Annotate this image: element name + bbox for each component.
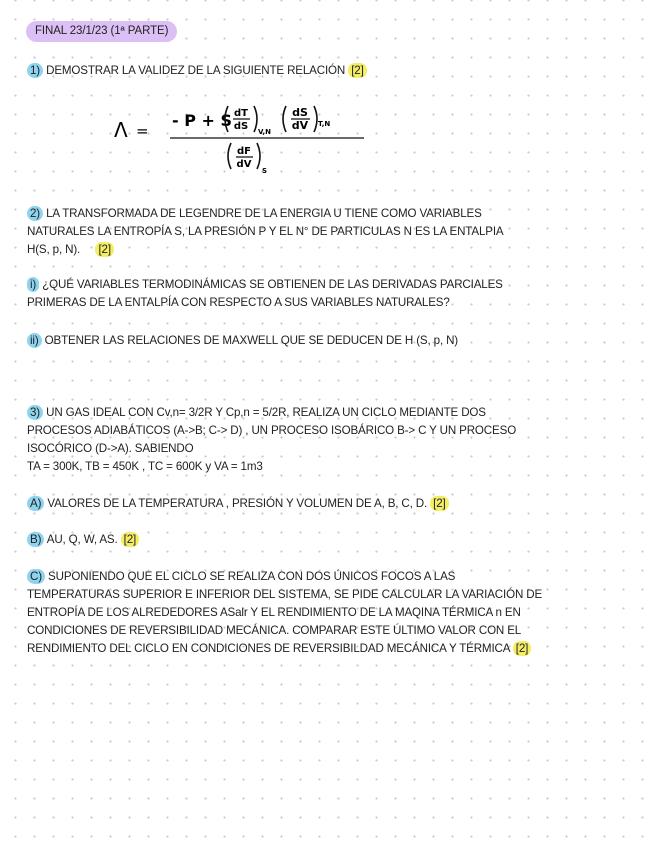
maxwell-formula — [100, 92, 390, 182]
question-1-number: 1) — [27, 63, 43, 78]
formula-den-denominator: dV — [236, 159, 252, 170]
question-2-ii — [27, 332, 458, 350]
page-title: FINAL 23/1/23 (1ª PARTE) — [26, 21, 177, 42]
question-2-score: [2] — [95, 242, 113, 257]
question-3-c-line: RENDIMIENTO DEL CICLO EN CONDICIONES DE REVERSIBILDAD MECÁNICA Y TÉRMICA — [27, 642, 510, 655]
formula-f1-denominator: dS — [233, 121, 249, 132]
question-3-c-line: ENTROPÍA DE LOS ALREDEDORES ASalr Y EL RENDIMIENTO DE LA MAQINA TÉRMICA n EN — [27, 606, 521, 619]
question-2-line: NATURALES LA ENTROPÍA S, LA PRESIÓN P Y EL N° DE PARTICULAS N ES LA ENTALPIA — [27, 225, 504, 238]
question-3 — [27, 404, 516, 476]
question-2-i-line: PRIMERAS DE LA ENTALPÍA CON RESPECTO A SUS VARIABLES NATURALES? — [27, 296, 450, 309]
formula-numerator-prefix: - P + S — [172, 111, 233, 130]
question-3-a-text: VALORES DE LA TEMPERATURA , PRESIÓN Y VOLUMEN DE A, B, C, D. — [47, 497, 428, 510]
question-3-c — [27, 568, 542, 658]
formula-lhs: Λ — [114, 118, 128, 142]
formula-f1-subscript: V,N — [258, 128, 272, 136]
question-3-b-number: B) — [27, 532, 44, 547]
question-3-line: TA = 300K, TB = 450K , TC = 600K y VA = 1m3 — [27, 460, 263, 473]
question-3-b-score: [2] — [121, 532, 139, 547]
question-2-i — [27, 276, 503, 312]
question-2-i-line: ¿QUÉ VARIABLES TERMODINÁMICAS SE OBTIENEN DE LAS DERIVADAS PARCIALES — [42, 278, 503, 291]
formula-equals: = — [136, 122, 149, 140]
formula-paren-close — [257, 143, 260, 169]
question-1 — [27, 62, 367, 80]
question-2-i-number: i) — [27, 277, 39, 292]
question-3-c-score: [2] — [513, 641, 531, 656]
question-2-line: H(S, p, N). — [27, 243, 81, 256]
question-3-a-number: A) — [27, 496, 44, 511]
formula-den-numerator: dF — [237, 146, 251, 157]
question-3-line: PROCESOS ADIABÁTICOS (A->B; C-> D) , UN PROCESO ISOBÁRICO B-> C Y UN PROCESO — [27, 424, 517, 437]
question-3-c-line: TEMPERATURAS SUPERIOR E INFERIOR DEL SISTEMA, SE PIDE CALCULAR LA VARIACIÓN DE — [27, 588, 543, 601]
question-3-c-line: SUPONIENDO QUE EL CICLO SE REALIZA CON DOS ÚNICOS FOCOS A LAS — [48, 570, 456, 583]
question-3-line: ISOCÓRICO (D->A). SABIENDO — [27, 442, 194, 455]
question-2-ii-number: ii) — [27, 333, 42, 348]
question-2-number: 2) — [27, 206, 43, 221]
question-3-c-number: C) — [27, 569, 45, 584]
formula-f2-subscript: T,N — [318, 120, 331, 128]
question-1-text: DEMOSTRAR LA VALIDEZ DE LA SIGUIENTE RELACIÓN — [46, 64, 346, 77]
formula-den-subscript: S — [262, 167, 268, 175]
question-2-ii-text: OBTENER LAS RELACIONES DE MAXWELL QUE SE DEDUCEN DE H (S, p, N) — [44, 334, 459, 347]
formula-paren-close — [314, 106, 317, 132]
question-3-a-score: [2] — [430, 496, 448, 511]
question-1-score: [2] — [348, 63, 366, 78]
question-3-c-line: CONDICIONES DE REVERSIBILIDAD MECÁNICA. COMPARAR ESTE ÚLTIMO VALOR CON EL — [27, 624, 522, 637]
question-3-number: 3) — [27, 405, 43, 420]
question-3-b — [27, 531, 139, 549]
question-3-b-text: AU, Q, W, AS. — [46, 533, 118, 546]
formula-f1-numerator: dT — [234, 108, 248, 119]
question-3-line: UN GAS IDEAL CON Cv,n= 3/2R Y Cp,n = 5/2R, REALIZA UN CICLO MEDIANTE DOS — [46, 406, 486, 419]
question-2-line: LA TRANSFORMADA DE LEGENDRE DE LA ENERGIA U TIENE COMO VARIABLES — [46, 207, 482, 220]
formula-paren-open — [228, 143, 231, 169]
formula-paren-open — [283, 106, 286, 132]
formula-paren-close — [254, 106, 257, 132]
question-3-a — [27, 495, 449, 513]
formula-f2-numerator: dS — [292, 106, 308, 119]
question-2 — [27, 205, 504, 259]
formula-f2-denominator: dV — [291, 119, 309, 132]
